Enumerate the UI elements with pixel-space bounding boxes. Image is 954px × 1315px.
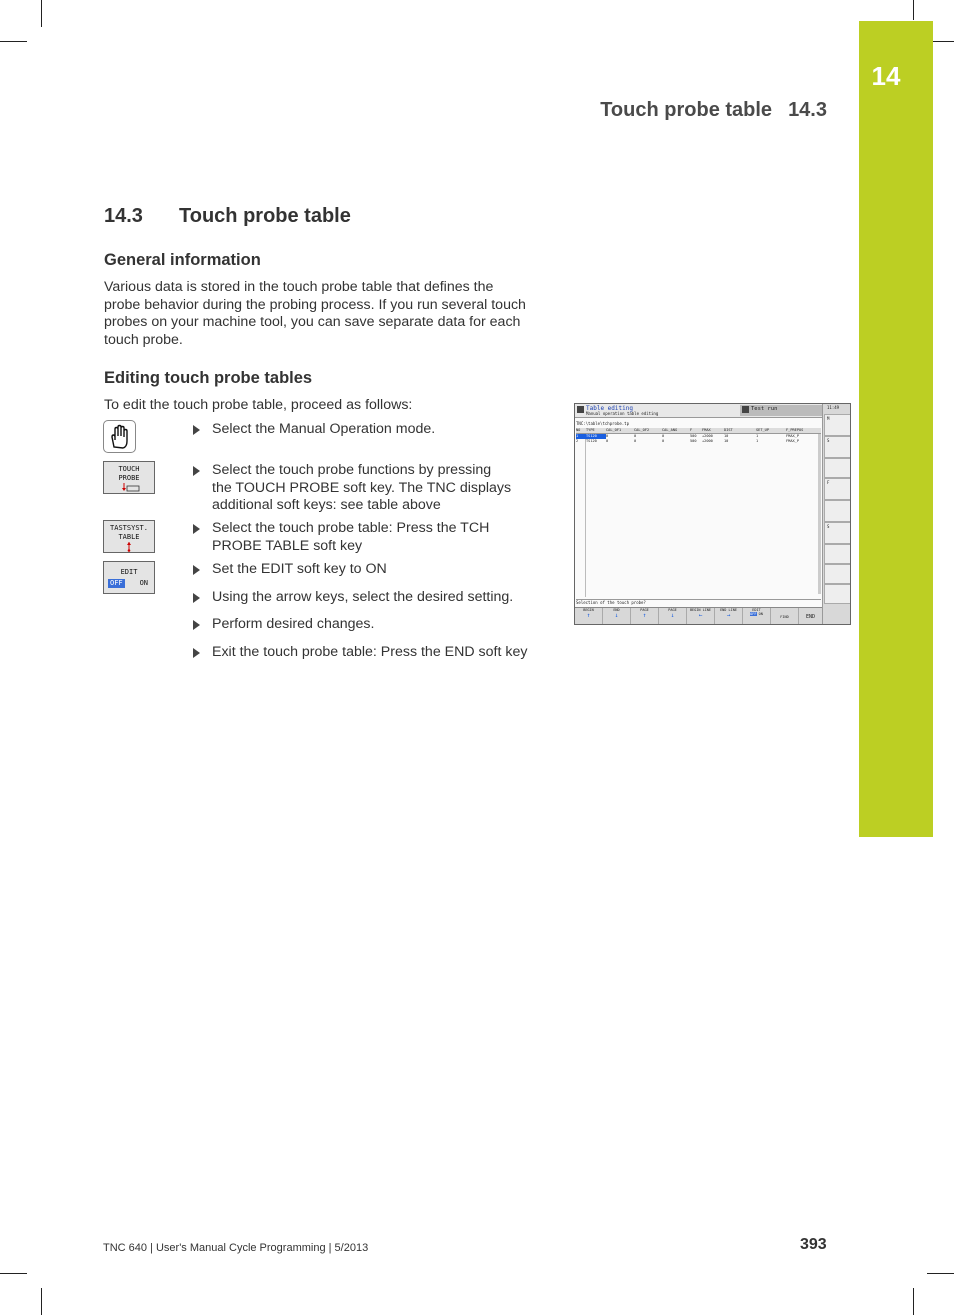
softkey-label: END LINE xyxy=(720,608,737,612)
table-cell: 0 xyxy=(606,434,609,438)
softkey-label: PROBE xyxy=(118,474,140,482)
clock: 11:49 xyxy=(827,405,840,410)
softkey-end-line xyxy=(715,608,743,625)
softkey-find: FIND xyxy=(771,608,799,625)
softkey-label: BEGIN LINE xyxy=(689,608,712,612)
column-header: CAL_OF2 xyxy=(634,428,650,432)
step-text: the TOUCH PROBE soft key. The TNC displays xyxy=(212,479,512,496)
tnc-screenshot xyxy=(574,403,851,625)
triangle-right-icon xyxy=(193,565,200,575)
crop-mark xyxy=(913,0,914,20)
table-cell: 1 xyxy=(756,439,759,443)
table-cell: TS120 xyxy=(586,439,597,443)
table-cell: TS120 xyxy=(586,434,606,439)
manual-mode-key xyxy=(103,420,136,453)
table-cell: 500 xyxy=(690,439,697,443)
general-paragraph xyxy=(104,279,554,349)
file-path: TNC:\table\tchprobe.tp xyxy=(576,421,629,426)
step-item xyxy=(193,589,553,607)
section-title: Touch probe table xyxy=(179,205,351,227)
triangle-right-icon xyxy=(193,620,200,630)
edit-on-indicator: ON xyxy=(758,612,763,616)
hand-icon xyxy=(104,421,135,452)
table-cell: 0 xyxy=(634,439,637,443)
status-line: Selection of the touch probe? xyxy=(576,599,821,605)
softkey-label: TASTSYST. xyxy=(110,524,148,532)
column-header: FMAX xyxy=(702,428,711,432)
table-cell: +2000 xyxy=(702,439,713,443)
touch-probe-softkey xyxy=(103,461,155,494)
arrow-right-icon: → xyxy=(726,612,731,619)
step-text: Select the touch probe functions by pressing xyxy=(212,462,492,478)
side-key-label: S xyxy=(827,524,830,529)
column-header: SET_UP xyxy=(756,428,769,432)
scrollbar xyxy=(818,434,821,594)
softkey-end xyxy=(603,608,631,625)
softkey-label: TABLE xyxy=(118,533,140,541)
step-text: additional soft keys: see table above xyxy=(212,497,441,514)
column-header: CAL_ANG xyxy=(662,428,678,432)
table-cell: 10 xyxy=(724,439,729,443)
chapter-number: 14 xyxy=(871,61,901,91)
table-cell: FMAX_P xyxy=(786,434,799,438)
crop-mark xyxy=(913,1288,914,1315)
softkey-begin xyxy=(575,608,603,625)
softkey-end-table: END xyxy=(805,614,816,620)
side-key xyxy=(824,478,851,500)
screen-title: Table editing xyxy=(586,405,633,412)
step-text: PROBE TABLE soft key xyxy=(212,537,363,554)
column-header: TYPE xyxy=(586,428,595,432)
side-key xyxy=(824,500,851,522)
step-text: Exit the touch probe table: Press the END soft key xyxy=(212,644,528,660)
table-cell: 0 xyxy=(662,434,665,438)
side-key xyxy=(824,584,851,604)
table-cell: 2 xyxy=(576,439,579,443)
column-header: F_PREPOS xyxy=(786,428,804,432)
softkey-label: EDIT xyxy=(752,608,761,612)
side-key-label: M xyxy=(827,416,830,421)
side-key xyxy=(824,458,851,478)
table-cell: 500 xyxy=(690,434,697,438)
crop-mark xyxy=(0,41,27,42)
chapter-tab xyxy=(859,21,933,837)
table-cell: 0 xyxy=(662,439,665,443)
step-item xyxy=(193,462,553,515)
edit-off-indicator: OFF xyxy=(750,612,757,616)
triangle-right-icon xyxy=(193,524,200,534)
step-item xyxy=(193,520,553,555)
crop-mark xyxy=(0,1273,27,1274)
side-key xyxy=(824,522,851,544)
editing-heading: Editing touch probe tables xyxy=(104,369,313,387)
mode-icon xyxy=(742,406,749,413)
step-item xyxy=(193,616,553,634)
softkey-label: END xyxy=(613,608,620,612)
edit-off-indicator: OFF xyxy=(110,579,123,587)
step-item xyxy=(193,561,553,579)
running-head xyxy=(600,99,827,122)
side-key xyxy=(824,414,851,436)
column-header: DIST xyxy=(724,428,733,432)
column-header: NO xyxy=(576,428,581,432)
screen-subtitle: Manual operation table editing xyxy=(586,411,659,416)
paragraph-line: probe behavior during the probing process. If you run several touch xyxy=(104,296,526,313)
bottom-softkey-bar xyxy=(575,607,822,625)
triangle-right-icon xyxy=(193,425,200,435)
edit-softkey xyxy=(103,561,155,594)
step-text: Select the Manual Operation mode. xyxy=(212,421,436,437)
probe-icon xyxy=(115,483,143,492)
softkey-label: BEGIN xyxy=(583,608,594,612)
table-cell: FMAX_P xyxy=(786,439,799,443)
mode-icon xyxy=(577,406,584,413)
softkey-page-up xyxy=(631,608,659,625)
program-run-area xyxy=(740,405,822,416)
softkey-page-down xyxy=(659,608,687,625)
crop-mark xyxy=(927,1273,954,1274)
section-heading xyxy=(104,205,351,228)
table-cell: +2000 xyxy=(702,434,713,438)
table-cell: 10 xyxy=(724,434,729,438)
table-cell: 0 xyxy=(606,439,609,443)
step-text: Select the touch probe table: Press the TCH xyxy=(212,520,490,536)
probe-icon xyxy=(124,542,134,552)
column-header: F xyxy=(690,428,693,432)
column-header: CAL_OF1 xyxy=(606,428,622,432)
triangle-right-icon xyxy=(193,648,200,658)
arrow-up-icon: ↑ xyxy=(586,612,591,619)
running-head-title: Touch probe table xyxy=(600,99,773,121)
crop-mark xyxy=(41,0,42,27)
editing-intro: To edit the touch probe table, proceed as follows: xyxy=(104,397,413,413)
triangle-right-icon xyxy=(193,593,200,603)
table-cell: 0 xyxy=(634,434,637,438)
table-divider xyxy=(585,439,586,597)
running-head-section: 14.3 xyxy=(788,99,827,121)
softkey-begin-line xyxy=(687,608,715,625)
crop-mark xyxy=(41,1288,42,1315)
step-text: Using the arrow keys, select the desired setting. xyxy=(212,589,514,605)
side-key-label: S xyxy=(827,438,830,443)
step-text: Perform desired changes. xyxy=(212,616,375,632)
step-item xyxy=(193,644,573,662)
side-key xyxy=(824,544,851,564)
arrow-down-icon: ↓ xyxy=(670,612,675,619)
triangle-right-icon xyxy=(193,466,200,476)
section-number: 14.3 xyxy=(104,205,143,227)
probe-table xyxy=(576,428,821,444)
page-number: 393 xyxy=(800,1236,827,1253)
softkey-label: TOUCH xyxy=(118,465,140,473)
side-key-label: F xyxy=(827,480,830,485)
paragraph-line: probes on your machine tool, you can save separate data for each xyxy=(104,314,521,331)
softkey-label: PAGE xyxy=(668,608,677,612)
footer-text: TNC 640 | User's Manual Cycle Programming | 5/2013 xyxy=(103,1242,369,1254)
arrow-left-icon: ← xyxy=(698,612,703,619)
step-text: Set the EDIT soft key to ON xyxy=(212,561,387,577)
screen-mode: Test run xyxy=(751,406,778,412)
arrow-down-icon: ↓ xyxy=(614,612,619,619)
softkey-edit xyxy=(743,608,771,625)
tastsyst-table-softkey xyxy=(103,520,155,553)
paragraph-line: Various data is stored in the touch probe table that defines the xyxy=(104,279,494,295)
paragraph-line: touch probe. xyxy=(104,331,183,348)
arrow-up-icon: ↑ xyxy=(642,612,647,619)
table-row xyxy=(576,439,821,444)
screen-header xyxy=(575,404,822,418)
edit-on-indicator: ON xyxy=(139,579,148,587)
side-softkey-bar xyxy=(822,404,851,624)
table-cell: 1 xyxy=(576,434,586,439)
side-key xyxy=(824,564,851,584)
softkey-label: EDIT xyxy=(120,568,138,576)
side-key xyxy=(824,436,851,458)
softkey-label: PAGE xyxy=(640,608,649,612)
step-item xyxy=(193,421,553,439)
table-cell: 1 xyxy=(756,434,759,438)
general-heading: General information xyxy=(104,251,261,269)
